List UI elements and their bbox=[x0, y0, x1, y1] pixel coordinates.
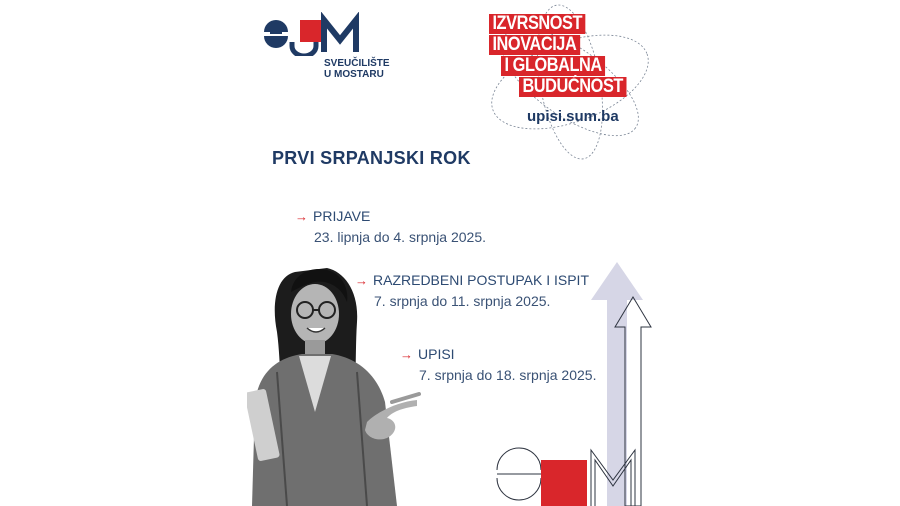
item-date: 23. lipnja do 4. srpnja 2025. bbox=[314, 229, 487, 245]
slogan-line-4: BUDUĆNOST bbox=[519, 77, 626, 97]
logo-text bbox=[324, 58, 390, 80]
slogan-line-3: I GLOBALNA bbox=[501, 56, 605, 76]
list-item bbox=[295, 206, 486, 247]
arrow-right-icon: → bbox=[295, 209, 308, 224]
page-title: PRVI SRPANJSKI ROK bbox=[272, 148, 471, 168]
sum-logo[interactable] bbox=[262, 12, 390, 102]
poster bbox=[247, 0, 653, 506]
list-item bbox=[400, 344, 596, 385]
slogan bbox=[489, 14, 649, 98]
sum-outline-logo bbox=[491, 430, 653, 506]
item-date: 7. srpnja do 11. srpnja 2025. bbox=[374, 293, 551, 309]
item-title: RAZREDBENI POSTUPAK I ISPIT bbox=[373, 272, 590, 288]
logo-line-1: SVEUČILIŠTE bbox=[324, 58, 390, 69]
item-title: UPISI bbox=[418, 346, 455, 362]
slogan-line-2: INOVACIJA bbox=[489, 35, 580, 55]
slogan-line-1: IZVRSNOST bbox=[489, 14, 586, 34]
arrow-right-icon: → bbox=[400, 347, 413, 362]
list-item bbox=[355, 270, 589, 311]
item-date: 7. srpnja do 18. srpnja 2025. bbox=[419, 367, 597, 383]
logo-line-2: U MOSTARU bbox=[324, 69, 384, 80]
arrow-right-icon: → bbox=[355, 273, 368, 288]
sum-logo-mark bbox=[262, 12, 372, 56]
website-link[interactable]: upisi.sum.ba bbox=[527, 108, 619, 125]
item-title: PRIJAVE bbox=[313, 208, 371, 224]
